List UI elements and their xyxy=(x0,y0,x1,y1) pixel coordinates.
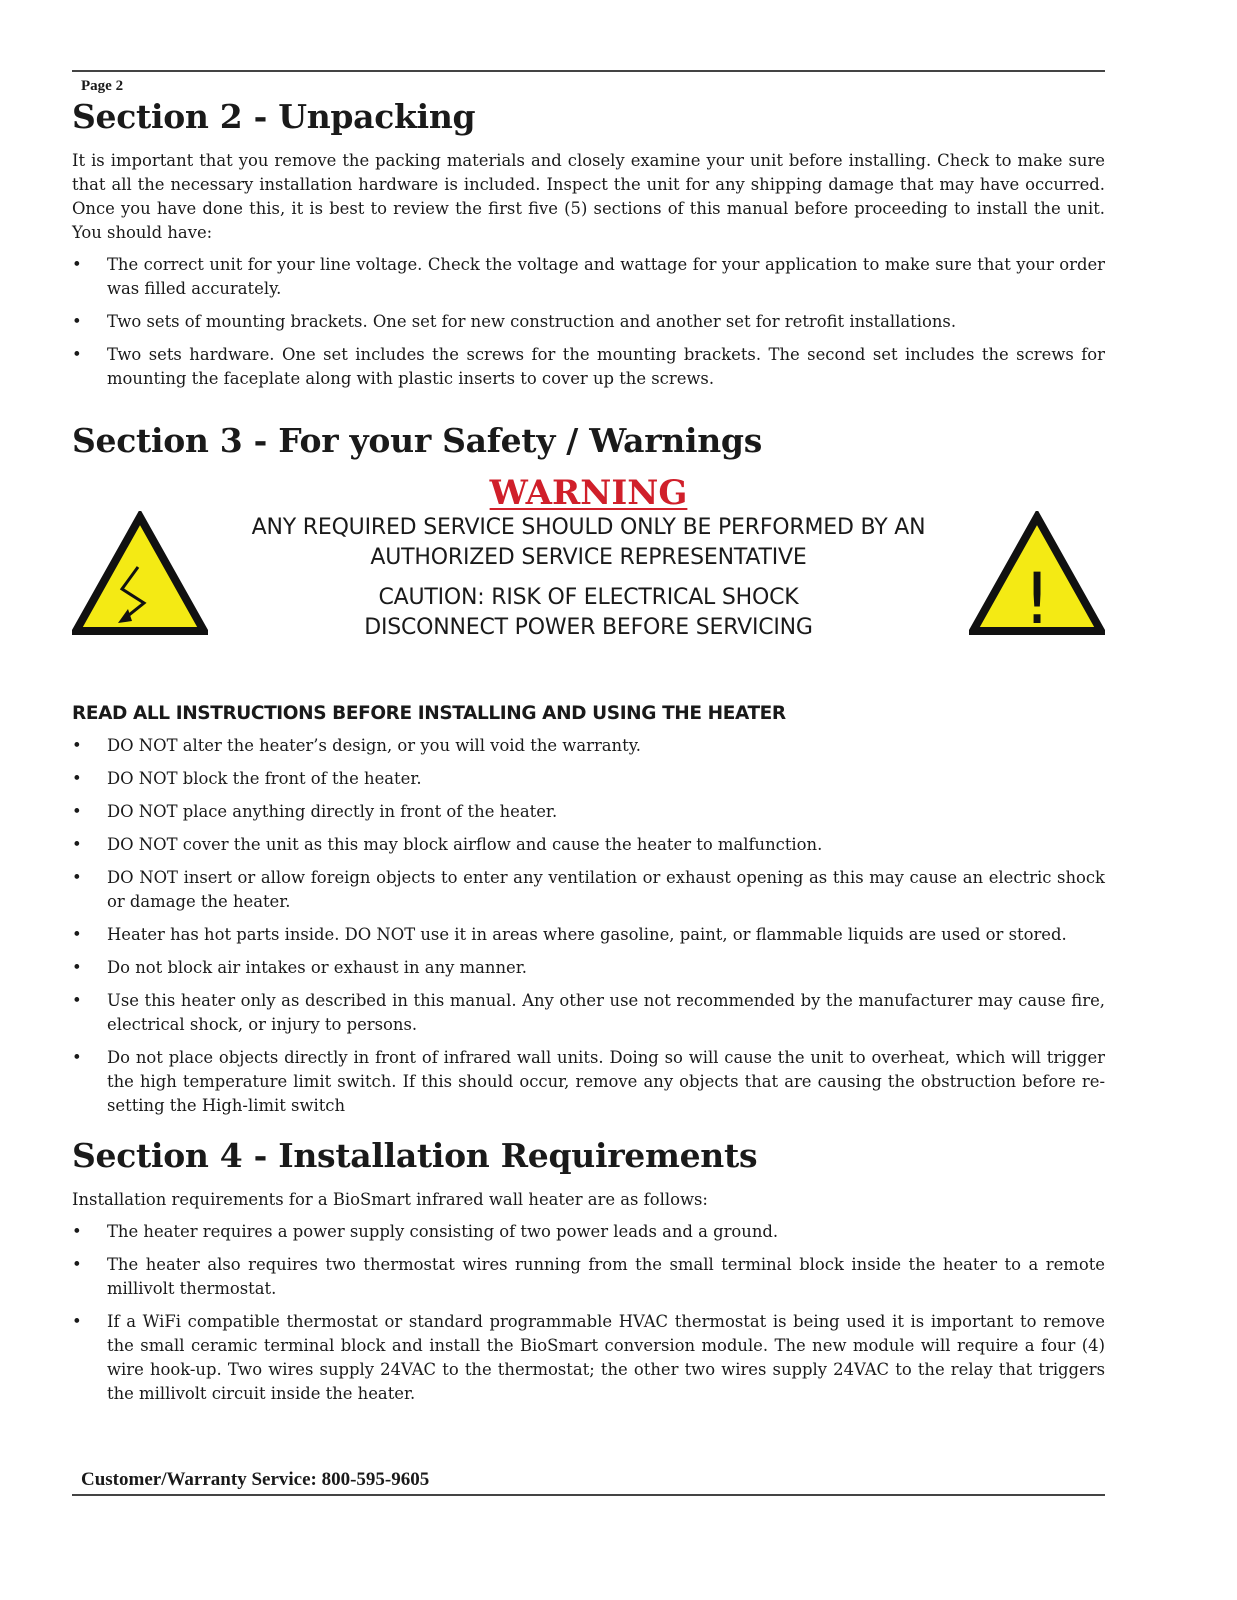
list-item: • The heater requires a power supply consisting of two power leads and a ground. xyxy=(72,1220,1105,1244)
section-3-title: Section 3 - For your Safety / Warnings xyxy=(72,421,762,460)
section-4-intro: Installation requirements for a BioSmart infrared wall heater are as follows: xyxy=(72,1190,708,1209)
header-rule xyxy=(72,70,1105,72)
bullet: • xyxy=(72,958,82,977)
list-item: • Heater has hot parts inside. DO NOT use it in areas where gasoline, paint, or flammable liquids are used or stored. xyxy=(72,923,1105,947)
bullet: • xyxy=(72,769,82,788)
bullet: • xyxy=(72,1255,82,1274)
list-item: • The heater also requires two thermostat wires running from the small terminal block inside the heater to a remote millivolt thermostat. xyxy=(72,1255,1105,1298)
bullet: • xyxy=(72,925,82,944)
instructions-heading: READ ALL INSTRUCTIONS BEFORE INSTALLING AND USING THE HEATER xyxy=(72,703,786,724)
bullet: • xyxy=(72,312,82,331)
service-phone: Customer/Warranty Service: 800-595-9605 xyxy=(81,1469,430,1490)
electric-shock-warning-icon xyxy=(72,511,208,635)
bullet: • xyxy=(72,835,82,854)
warning-title: WARNING xyxy=(489,473,688,513)
exclamation-warning-icon xyxy=(969,511,1105,635)
warning-line-1: ANY REQUIRED SERVICE SHOULD ONLY BE PERFORMED BY AN xyxy=(251,515,926,540)
list-item: • Do not block air intakes or exhaust in any manner. xyxy=(72,956,1105,980)
warning-line-2: AUTHORIZED SERVICE REPRESENTATIVE xyxy=(370,545,807,570)
section-2-intro: It is important that you remove the packing materials and closely examine your unit before installing. Check to make sure that all the necessary installation hardware is included. Inspect the unit for any shipping damage that may have occurred. Once you have done this, it is best to review the first five (5) sections of this manual before proceeding to install the unit. You should have: xyxy=(72,151,1105,242)
list-item: • Do not place objects directly in front of infrared wall units. Doing so will cause the unit to overheat, which will trigger the high temperature limit switch. If this should occur, remove any objects that are causing the obstruction before re-setting the High-limit switch xyxy=(72,1048,1105,1115)
bullet: • xyxy=(72,868,82,887)
bullet: • xyxy=(72,1312,82,1331)
list-item: • DO NOT insert or allow foreign objects to enter any ventilation or exhaust opening as this may cause an electric shock or damage the heater. xyxy=(72,868,1105,911)
bullet: • xyxy=(72,736,82,755)
warning-block xyxy=(72,473,1105,673)
caution-line-2: DISCONNECT POWER BEFORE SERVICING xyxy=(364,615,813,640)
list-item: • DO NOT block the front of the heater. xyxy=(72,767,1105,791)
list-item: • Two sets hardware. One set includes the screws for the mounting brackets. The second set includes the screws for mounting the faceplate along with plastic inserts to cover up the screws. xyxy=(72,345,1105,388)
bullet: • xyxy=(72,1048,82,1067)
bullet: • xyxy=(72,991,82,1010)
bullet: • xyxy=(72,1222,82,1241)
page-footer xyxy=(72,1468,1105,1496)
section-4-title: Section 4 - Installation Requirements xyxy=(72,1136,758,1175)
bullet: • xyxy=(72,255,82,274)
list-item: • If a WiFi compatible thermostat or standard programmable HVAC thermostat is being used it is important to remove the small ceramic terminal block and install the BioSmart conversion module. The new module will require a four (4) wire hook-up. Two wires supply 24VAC to the thermostat; the other two wires supply 24VAC to the relay that triggers the millivolt circuit inside the heater. xyxy=(72,1312,1105,1403)
page-number: Page 2 xyxy=(81,78,124,94)
bullet: • xyxy=(72,802,82,821)
list-item: • Use this heater only as described in this manual. Any other use not recommended by the manufacturer may cause fire, electrical shock, or injury to persons. xyxy=(72,991,1105,1034)
list-item: • DO NOT alter the heater’s design, or you will void the warranty. xyxy=(72,734,1105,758)
list-item: • The correct unit for your line voltage. Check the voltage and wattage for your application to make sure that your order was filled accurately. xyxy=(72,255,1105,298)
exclamation-mark: ! xyxy=(1022,558,1052,635)
list-item: • Two sets of mounting brackets. One set for new construction and another set for retrofit installations. xyxy=(72,310,1105,334)
section-3-list xyxy=(72,734,1105,1118)
footer-rule xyxy=(72,1494,1105,1496)
list-item: • DO NOT place anything directly in front of the heater. xyxy=(72,800,1105,824)
section-4-list xyxy=(72,1220,1105,1406)
list-item: • DO NOT cover the unit as this may block airflow and cause the heater to malfunction. xyxy=(72,833,1105,857)
section-2-list xyxy=(72,253,1105,391)
caution-line-1: CAUTION: RISK OF ELECTRICAL SHOCK xyxy=(378,585,799,610)
section-2-title: Section 2 - Unpacking xyxy=(72,97,476,136)
page-content xyxy=(72,70,1105,1415)
bullet: • xyxy=(72,345,82,364)
